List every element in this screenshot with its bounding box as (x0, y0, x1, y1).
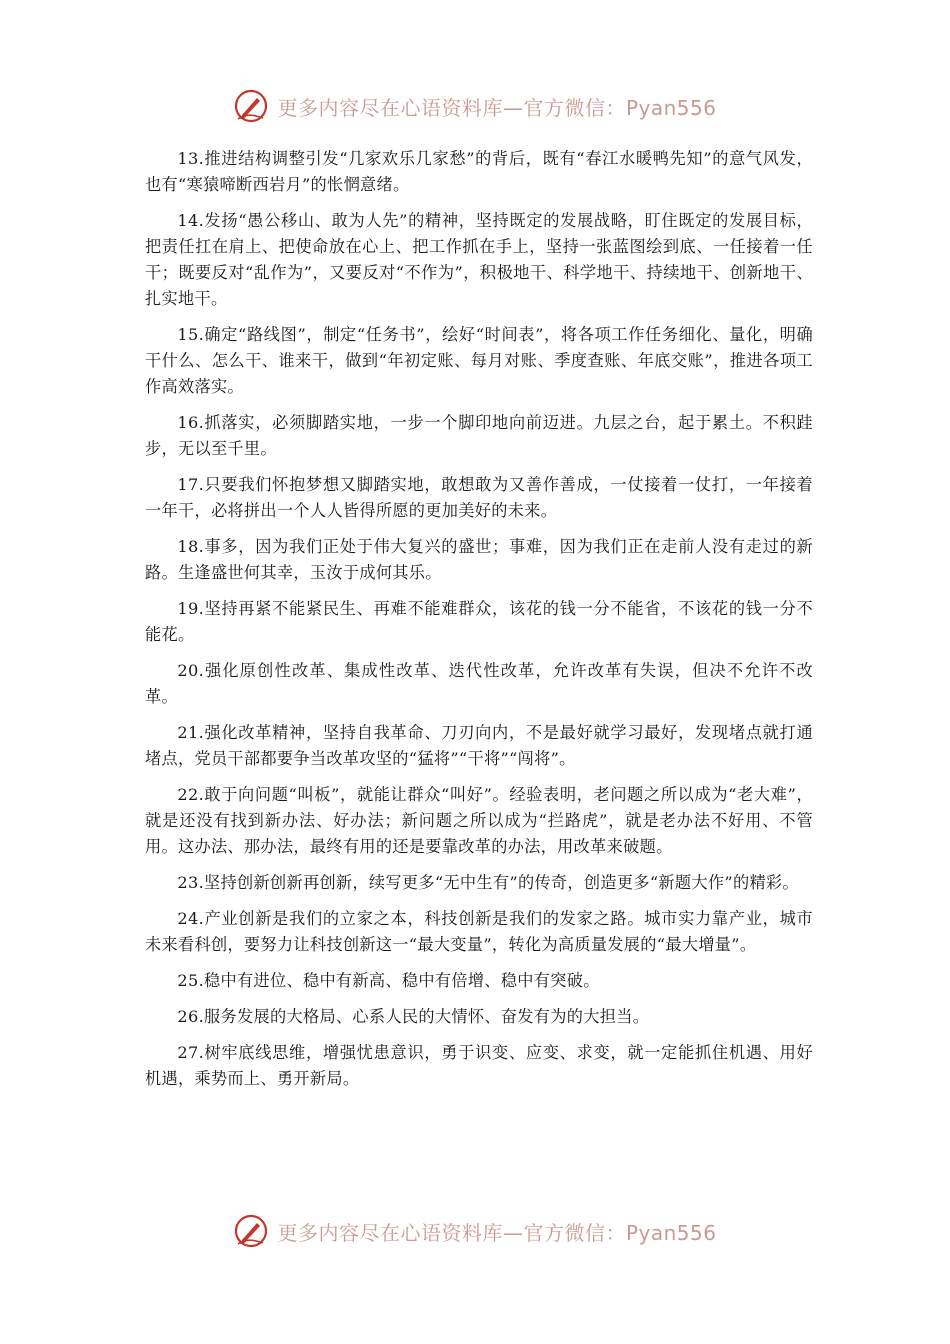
paragraph-14: 14.发扬“愚公移山、敢为人先”的精神，坚持既定的发展战略，盯住既定的发展目标，把责任扛在肩上、把使命放在心上、把工作抓在手上，坚持一张蓝图绘到底、一任接着一任干；既要反对“乱作为”，又要反对“不作为”，积极地干、科学地干、持续地干、创新地干、扎实地干。 (145, 211, 813, 308)
paragraph-19: 19.坚持再紧不能紧民生、再难不能难群众，该花的钱一分不能省，不该花的钱一分不能花。 (145, 599, 813, 644)
paragraph-24: 24.产业创新是我们的立家之本，科技创新是我们的发家之路。城市实力靠产业，城市未来看科创，要努力让科技创新这一“最大变量”，转化为高质量发展的“最大增量”。 (145, 909, 813, 954)
footer-banner-text: 更多内容尽在心语资料库—官方微信：Pyan556 (277, 1220, 717, 1245)
paragraph-26: 26.服务发展的大格局、心系人民的大情怀、奋发有为的大担当。 (177, 1007, 650, 1026)
pen-logo-icon (233, 1213, 269, 1249)
paragraph-16: 16.抓落实，必须脚踏实地，一步一个脚印地向前迈进。九层之台，起于累土。不积跬步，无以至千里。 (145, 413, 813, 458)
paragraph-25: 25.稳中有进位、稳中有新高、稳中有倍增、稳中有突破。 (177, 971, 600, 990)
footer-banner (0, 1211, 950, 1251)
header-banner (0, 86, 950, 126)
paragraph-15: 15.确定“路线图”，制定“任务书”，绘好“时间表”，将各项工作任务细化、量化，明确干什么、怎么干、谁来干，做到“年初定账、每月对账、季度查账、年底交账”，推进各项工作高效落实。 (145, 325, 813, 396)
paragraph-21: 21.强化改革精神，坚持自我革命、刀刃向内，不是最好就学习最好，发现堵点就打通堵点，党员干部都要争当改革攻坚的“猛将”“干将”“闯将”。 (145, 723, 813, 768)
paragraph-23: 23.坚持创新创新再创新，续写更多“无中生有”的传奇，创造更多“新题大作”的精彩。 (177, 873, 799, 892)
paragraph-22: 22.敢于向问题“叫板”，就能让群众“叫好”。经验表明，老问题之所以成为“老大难”，就是还没有找到新办法、好办法；新问题之所以成为“拦路虎”，就是老办法不好用、不管用。这办法、那办法，最终有用的还是要靠改革的办法，用改革来破题。 (145, 785, 813, 856)
paragraph-20: 20.强化原创性改革、集成性改革、迭代性改革，允许改革有失误，但决不允许不改革。 (145, 661, 813, 706)
document-body (145, 146, 813, 1102)
paragraph-27: 27.树牢底线思维，增强忧患意识，勇于识变、应变、求变，就一定能抓住机遇、用好机遇，乘势而上、勇开新局。 (145, 1043, 813, 1088)
paragraph-17: 17.只要我们怀抱梦想又脚踏实地，敢想敢为又善作善成，一仗接着一仗打，一年接着一年干，必将拼出一个人人皆得所愿的更加美好的未来。 (145, 475, 813, 520)
header-banner-text: 更多内容尽在心语资料库—官方微信：Pyan556 (277, 95, 717, 120)
pen-logo-icon (233, 88, 269, 124)
paragraph-18: 18.事多，因为我们正处于伟大复兴的盛世；事难，因为我们正在走前人没有走过的新路。生逢盛世何其幸，玉汝于成何其乐。 (145, 537, 813, 582)
paragraph-13: 13.推进结构调整引发“几家欢乐几家愁”的背后，既有“春江水暖鸭先知”的意气风发，也有“寒猿啼断西岩月”的怅惘意绪。 (145, 149, 813, 194)
